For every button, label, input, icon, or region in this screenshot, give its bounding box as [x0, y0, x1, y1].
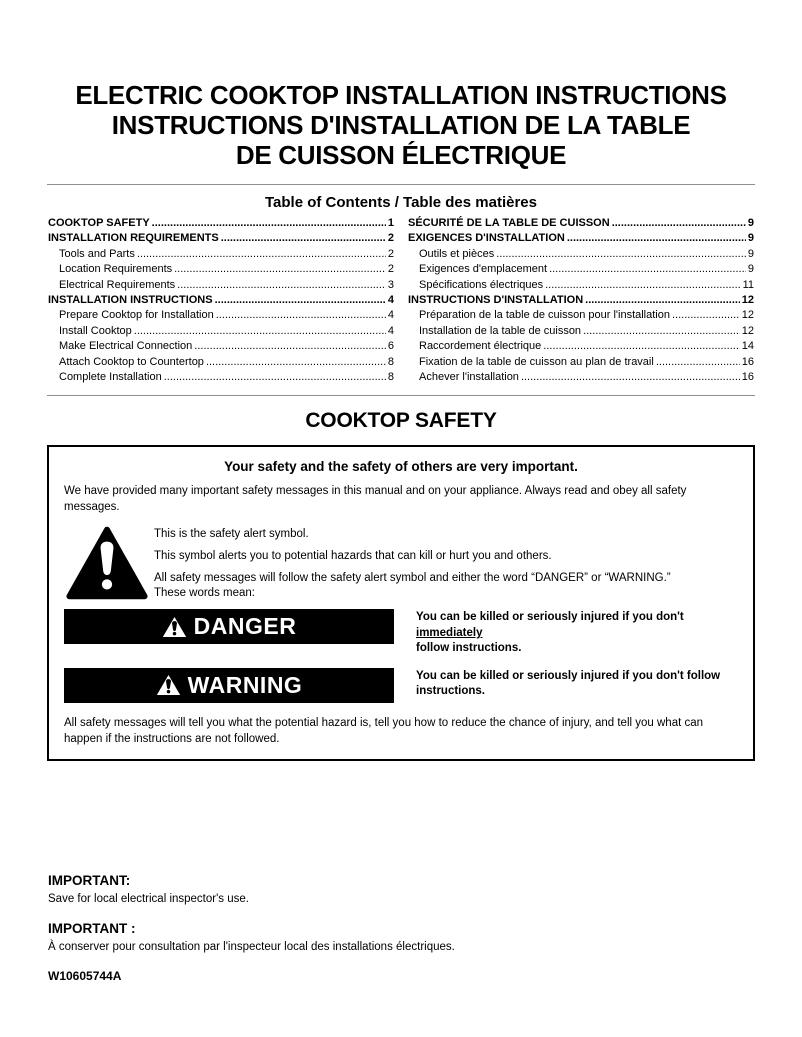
toc-entry: [408, 278, 754, 293]
safety-alert-icon: [66, 526, 148, 601]
toc-entry-label: Spécifications électriques: [419, 278, 544, 291]
title-french-line1: INSTRUCTIONS D'INSTALLATION DE LA TABLE: [111, 110, 691, 140]
toc-dot-leader: [216, 308, 386, 323]
toc-dot-leader: [206, 355, 386, 370]
toc-dot-leader: [152, 216, 386, 231]
toc-dot-leader: [583, 324, 740, 339]
danger-label: DANGER: [193, 613, 297, 640]
danger-text-underlined: immediately: [416, 626, 483, 639]
document-header: [0, 0, 802, 170]
toc-dot-leader: [177, 278, 386, 293]
divider-above-toc: [47, 184, 755, 185]
toc-dot-leader: [164, 370, 386, 385]
toc-entry-page: 4: [387, 294, 394, 307]
toc-entry-page: 11: [742, 278, 754, 291]
alert-triangle-icon: [156, 674, 181, 696]
toc-entry-label: Prepare Cooktop for Installation: [59, 309, 214, 322]
danger-text-part1: You can be killed or seriously injured if you don't: [416, 611, 684, 624]
toc-entry-label: EXIGENCES D'INSTALLATION: [408, 232, 565, 245]
toc-dot-leader: [221, 231, 386, 246]
title-french-line2: DE CUISSON ÉLECTRIQUE: [235, 140, 567, 170]
important-text-en: Save for local electrical inspector's use.: [48, 892, 249, 905]
important-label-fr: IMPORTANT :: [48, 920, 136, 936]
toc-entry-page: 16: [741, 371, 754, 384]
toc-entry: [48, 262, 394, 277]
toc-entry-page: 8: [387, 371, 394, 384]
toc-dot-leader: [543, 339, 739, 354]
toc-dot-leader: [585, 293, 740, 308]
toc-dot-leader: [549, 262, 746, 277]
toc-entry-page: 12: [741, 294, 754, 307]
page-footer: [0, 969, 802, 983]
alert-line-4: These words mean:: [154, 587, 255, 600]
toc-entry-page: 4: [387, 324, 394, 337]
toc-entry: [408, 216, 754, 231]
toc-entry: [408, 308, 754, 323]
toc-entry-page: 2: [387, 263, 394, 276]
toc-entry-label: Tools and Parts: [59, 247, 135, 260]
danger-signal-box: [64, 609, 394, 644]
toc-dot-leader: [672, 308, 740, 323]
toc-dot-leader: [521, 370, 740, 385]
toc-entry-page: 3: [387, 278, 394, 291]
important-text-fr: À conserver pour consultation par l'inspecteur local des installations électriques.: [48, 940, 455, 953]
toc-entry-label: Préparation de la table de cuisson pour l'installation: [419, 309, 670, 322]
toc-entry-page: 12: [741, 309, 754, 322]
warning-text: [416, 669, 738, 700]
danger-text-part2: follow instructions.: [416, 642, 522, 655]
toc-entry-page: 16: [741, 355, 754, 368]
safety-box: [47, 445, 755, 761]
toc-entry: [48, 324, 394, 339]
toc-dot-leader: [215, 293, 386, 308]
toc-entry: [48, 355, 394, 370]
toc-entry-label: Raccordement électrique: [419, 340, 542, 353]
toc-entry-page: 4: [387, 309, 394, 322]
toc-entry: [48, 293, 394, 308]
toc-entry: [48, 370, 394, 385]
toc-dot-leader: [174, 262, 386, 277]
toc-entry: [408, 231, 754, 246]
toc-entry-label: INSTALLATION REQUIREMENTS: [48, 232, 219, 245]
toc-entry-label: Electrical Requirements: [59, 278, 176, 291]
toc-entry: [408, 324, 754, 339]
table-of-contents: [0, 194, 802, 385]
toc-entry-label: Fixation de la table de cuisson au plan de travail: [419, 355, 654, 368]
warning-label: WARNING: [187, 671, 303, 698]
toc-entry-page: 12: [741, 324, 754, 337]
alert-line-2: This symbol alerts you to potential hazards that can kill or hurt you and others.: [154, 550, 552, 563]
warning-row: [64, 668, 738, 703]
divider-below-toc: [47, 395, 755, 396]
toc-columns: [0, 216, 802, 385]
toc-entry-label: Outils et pièces: [419, 247, 495, 260]
toc-entry-label: Achever l'installation: [419, 371, 519, 384]
warning-text-part1: You can be killed or seriously injured if you don't follow: [416, 669, 721, 682]
toc-entry: [48, 247, 394, 262]
toc-entry-page: 2: [387, 247, 394, 260]
toc-dot-leader: [656, 355, 740, 370]
toc-entry-label: Exigences d'emplacement: [419, 263, 548, 276]
toc-entry: [408, 293, 754, 308]
toc-entry: [48, 278, 394, 293]
toc-entry-page: 2: [387, 232, 394, 245]
toc-entry-label: COOKTOP SAFETY: [48, 217, 150, 229]
important-label-en: IMPORTANT:: [48, 872, 131, 888]
toc-entry-label: Make Electrical Connection: [59, 340, 193, 353]
alert-line-3: All safety messages will follow the safety alert symbol and either the word “DANGER” or “WARNING.”: [154, 572, 671, 585]
toc-entry-page: 6: [387, 340, 394, 353]
danger-text: [416, 610, 738, 657]
toc-column-english: [48, 216, 394, 385]
toc-entry-label: SÉCURITÉ DE LA TABLE DE CUISSON: [408, 217, 610, 229]
toc-entry-page: 9: [747, 217, 754, 229]
toc-column-french: [408, 216, 754, 385]
alert-line-1: This is the safety alert symbol.: [154, 528, 309, 541]
section-heading-cooktop-safety: COOKTOP SAFETY: [305, 409, 497, 433]
toc-entry-label: Installation de la table de cuisson: [419, 324, 582, 337]
toc-entry-page: 9: [747, 263, 754, 276]
safety-alert-row: [64, 524, 738, 601]
warning-text-part2: instructions.: [416, 685, 486, 698]
toc-dot-leader: [567, 231, 746, 246]
document-number: W10605744A: [48, 968, 122, 983]
toc-entry: [408, 262, 754, 277]
toc-entry: [48, 216, 394, 231]
toc-entry-label: Location Requirements: [59, 263, 173, 276]
toc-entry: [408, 339, 754, 354]
toc-entry-page: 9: [747, 247, 754, 260]
safety-box-title: Your safety and the safety of others are very important.: [224, 459, 578, 475]
toc-dot-leader: [194, 339, 386, 354]
toc-entry-page: 9: [747, 232, 754, 245]
toc-dot-leader: [134, 324, 386, 339]
toc-heading: Table of Contents / Table des matières: [264, 194, 537, 211]
toc-dot-leader: [545, 278, 740, 293]
toc-entry: [408, 370, 754, 385]
warning-signal-box: [64, 668, 394, 703]
safety-footer-text: All safety messages will tell you what the potential hazard is, tell you how to reduce the chance of injury, and tell you what can happen if the instructions are not followed.: [64, 716, 704, 745]
safety-alert-text: [154, 524, 671, 601]
toc-entry: [48, 231, 394, 246]
toc-entry-page: 8: [387, 355, 394, 368]
toc-entry-label: INSTRUCTIONS D'INSTALLATION: [408, 294, 584, 307]
safety-intro-text: We have provided many important safety messages in this manual and on your appliance. Always read and obey all safety messages.: [64, 485, 687, 514]
toc-entry: [408, 355, 754, 370]
title-english: ELECTRIC COOKTOP INSTALLATION INSTRUCTIONS: [75, 80, 727, 110]
toc-entry: [48, 308, 394, 323]
alert-triangle-icon: [162, 616, 187, 638]
toc-dot-leader: [612, 216, 746, 231]
danger-row: [64, 609, 738, 657]
toc-entry-label: INSTALLATION INSTRUCTIONS: [48, 294, 213, 307]
toc-dot-leader: [496, 247, 746, 262]
toc-entry: [48, 339, 394, 354]
toc-dot-leader: [137, 247, 386, 262]
toc-entry-label: Attach Cooktop to Countertop: [59, 355, 204, 368]
toc-entry: [408, 247, 754, 262]
toc-entry-page: 14: [741, 340, 754, 353]
toc-entry-label: Complete Installation: [59, 371, 162, 384]
important-notes: [0, 873, 802, 953]
toc-entry-page: 1: [387, 217, 394, 229]
toc-entry-label: Install Cooktop: [59, 324, 132, 337]
